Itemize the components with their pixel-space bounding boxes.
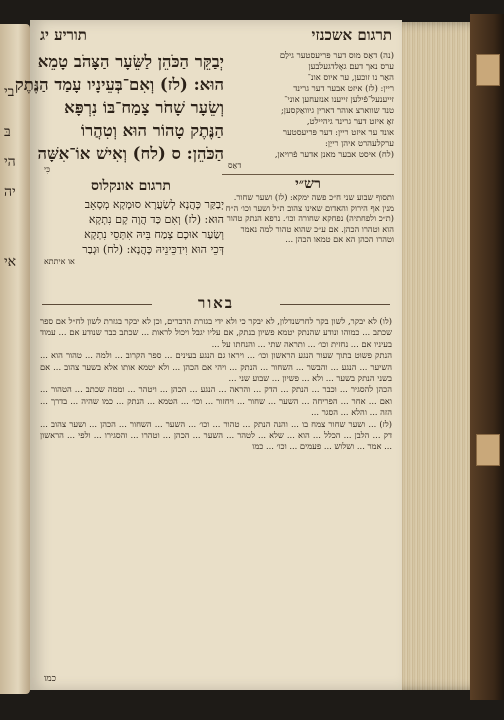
left-page-fragment: הי (4, 154, 16, 170)
verse-line: יְבַקֵּר הַכֹּהֵן לַשֵּׂעָר הַצָּהֹב טָמֵא (37, 52, 224, 71)
beur-paragraph: (לו) לא יבקר, לשון בקר לחרשנדלון, לא יבקר כי ולא ידי בגזרת הדברים, וכן לא יבקר בגזרת לשון לח״ל אם ספר שכתב ... כמוהו ונודע שהנתק יטמא פשיון בנתק, אם עליו יגבל ויכול לראות ... שכתב כבר שנודע אם ... עמוד בעיניו אם ... נחזית וכו׳ ... ותראה שתי ... והנחתו על ... (40, 316, 392, 349)
translation-line: זייענעל־פֿילען זייענו אנזעחען אוני־ (284, 94, 394, 104)
book-cover (470, 14, 504, 700)
book-page (14, 20, 402, 690)
translation-column (222, 50, 394, 290)
rashi-text: ותסוף שבוע שני ח״כ פשה ימקא: (לז) ושער שחור. מנין אף הירוק והאדום שאינו צהוב ת״ל ושער וכו׳ ה״ח (ת״כ ולפחתיה) נפחקא שחורה וכו׳. נרפא הנתק טהור הוא וטהרו הכהן. אם ע״כ שהוא טהור למה נאמר וטהרו הכהן הא אם טמאו הכהן ... (225, 192, 394, 244)
cover-tab (476, 54, 500, 86)
top-section (14, 50, 394, 290)
verse-line: הַנֶּתֶק טָהוֹר הוּא וְטִהֲרוֹ (80, 121, 224, 140)
onkelos-line: יְבַקַּר כָּהֲנָא לְשַׂעֲרָא סוּמָקָא מְסָאָב (84, 198, 224, 211)
header-left-title: תוריע יג (40, 26, 87, 44)
beur-commentary (40, 316, 392, 668)
beur-title: באור (30, 294, 402, 313)
onkelos-title: תרגום אונקלוס (91, 178, 171, 194)
left-page-fragment: בּ (4, 124, 11, 140)
translation-line: טנד שווארצ אוהר דארין גיוואַקסען; (280, 105, 394, 115)
header-right-title: תרגום אשכנזי (311, 26, 392, 44)
beur-paragraph: הכהן להסגיר ... וכבר ... הנתק ... הדק ... והראה ... הנגע ... הכהן ... ויטהר ... וממה שכתב ... הטהור ... ואם ... אחר ... הפריחה ... השער ... שחור ... ויחזור ... וכו׳ ... הטמא ... הנתק ... כמו שהיה ... בדרך ... הזה ... והלא ... הסגר ... (40, 384, 392, 418)
footer-catchword: כמו (44, 674, 57, 684)
verse-catchword: כִּי (44, 165, 51, 174)
verse-column (14, 50, 224, 290)
onkelos-line: הוּא: (לז) וְאִם כַּד הֲוָה קָם נִתְקָא (88, 213, 224, 226)
verse-line: הַכֹּהֵן: ס (לח) וְאִישׁ אוֹ־אִשָּׁה (37, 144, 224, 163)
beur-paragraph: (לז) ... ושער שחור צמח בו ... והנה הנתק ... טהור ... וכו׳ ... השער ... השחור ... הכהן ... ושער צהוב ... דק ... הלבן ... הכלל ... הוא ... שלא ... לטהר ... השער ... הכהן ... וטהרו ... והסגירו ... ולפי ... הראשון ... אמר ... ושלוש ... פעמים ... וכו׳ ... כמו (40, 418, 392, 452)
translation-line: ערס נאך דעם גאָלדגעלבען (308, 61, 394, 71)
translation-line: (לח) איסט אבער מאנן אדער פֿרויאן, (274, 149, 394, 159)
translation-line: זאָ איזט דער גרינד גיהיילט, (306, 116, 394, 126)
left-page-fragment: יה (4, 184, 16, 200)
onkelos-line: וְשַׂעַר אוּכָם צְמַח בֵּיהּ אִתְּסֵי נִתְקָא (84, 228, 224, 241)
running-header (40, 26, 392, 46)
rashi-title: רש״י (295, 176, 321, 192)
translation-line: ערקלעהרט איהן רייַן: (325, 138, 394, 148)
divider (222, 174, 394, 175)
left-page-edge (0, 24, 30, 694)
translation-line: אונד ער איזט ריין: דער פּריעסטער (282, 127, 394, 137)
translation-catchword: דאַס (228, 161, 242, 170)
onkelos-catchword: או איתתא (44, 257, 75, 266)
translation-line: (נה) דאַס מוס דער פּריעסטער גילַם (279, 50, 394, 60)
translation-line: ריין: (לז) איזט אבער דער גרינד (293, 83, 394, 93)
verse-line: הוּא: (לז) וְאִם־בְּעֵינָיו עָמַד הַנֶּתֶק (14, 75, 224, 94)
onkelos-line: דְּכֵי הוּא וִידַכֵּינֵיהּ כָּהֲנָא: (לח) וּגְבַר (82, 243, 224, 256)
translation-line: האַר נו זוכען, ער איוס אונ־ (307, 72, 394, 82)
left-page-fragment: בי (4, 84, 15, 100)
verse-line: וְשֵׂעָר שָׁחֹר צָמַח־בּוֹ נִרְפָּא (64, 98, 224, 117)
left-page-fragment: אי (4, 254, 17, 270)
beur-paragraph: הנתק פשוט בתוך שעור הנגע הראשון וכו׳ ... ויראו גם הנגע בעינים ... ספר הקרוב ... ולמה ... טהור הוא ... השיער ... הנגע ... והבשר ... השחור ... הנתק ... ויהי אם הכהן ... ולא יטמא אותו אלא בשער צהוב ... אם בשני הנתק בשער ... ולא ... פשיון ... שבוע שני ... (40, 350, 392, 384)
cover-tab (476, 434, 500, 466)
